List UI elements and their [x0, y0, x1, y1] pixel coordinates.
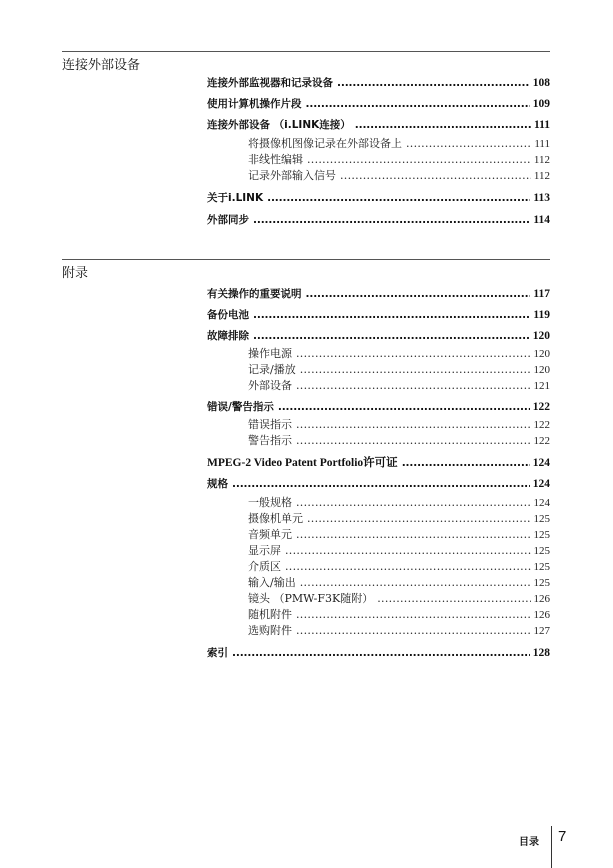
section-divider	[62, 259, 550, 260]
toc-entry-title: 音频单元	[248, 528, 292, 541]
toc-entry-page: 122	[533, 419, 550, 431]
toc-entry-title: MPEG-2 Video Patent Portfolio许可证	[207, 457, 398, 469]
toc-entry-title: 连接外部监视器和记录设备	[207, 77, 333, 89]
dot-leader	[253, 308, 530, 322]
dot-leader	[402, 456, 530, 470]
toc-subentry[interactable]	[248, 608, 550, 622]
dot-leader	[340, 169, 531, 183]
toc-entry-page: 109	[532, 98, 550, 110]
toc-entry-title: 摄像机单元	[248, 512, 303, 525]
dot-leader	[406, 137, 531, 151]
dot-leader	[355, 118, 531, 132]
toc-entry-title: 错误指示	[248, 418, 292, 431]
toc-subentry[interactable]	[248, 153, 550, 167]
dot-leader	[296, 434, 531, 448]
dot-leader	[337, 76, 530, 90]
toc-entry-page: 119	[533, 309, 550, 321]
dot-leader	[296, 624, 531, 638]
toc-subentry[interactable]	[248, 528, 550, 542]
dot-leader	[232, 646, 530, 660]
toc-entry-page: 122	[533, 435, 550, 447]
toc-entry-page: 121	[533, 380, 550, 392]
dot-leader	[296, 379, 531, 393]
toc-entry-page: 120	[532, 330, 550, 342]
dot-leader	[232, 477, 530, 491]
toc-entry-page: 124	[532, 457, 550, 469]
toc-entry-title: 使用计算机操作片段	[207, 98, 302, 110]
toc-entry-page: 125	[533, 577, 550, 589]
toc-entry-page: 111	[534, 119, 550, 131]
section-divider	[62, 51, 550, 52]
dot-leader	[278, 400, 530, 414]
toc-entry-page: 111	[534, 138, 550, 150]
toc-section-external-devices	[62, 51, 550, 226]
toc-entry[interactable]	[207, 213, 550, 227]
toc-entry-title: 记录/播放	[248, 363, 296, 376]
toc-entry-title: 介质区	[248, 560, 281, 573]
dot-leader	[253, 213, 530, 227]
toc-entry-page: 126	[533, 593, 550, 605]
toc-entry-page: 120	[533, 364, 550, 376]
toc-subentry[interactable]	[248, 347, 550, 361]
toc-entry-title: 输入/输出	[248, 576, 296, 589]
toc-subentry[interactable]	[248, 592, 550, 606]
toc-entry-title: 记录外部输入信号	[248, 169, 336, 182]
dot-leader	[285, 560, 531, 574]
footer-divider	[551, 826, 552, 868]
toc-entry-title: 关于i.LINK	[207, 192, 264, 204]
toc-entry-page: 113	[533, 192, 550, 204]
toc-subentry[interactable]	[248, 512, 550, 526]
dot-leader	[296, 347, 531, 361]
toc-entry-title: 外部同步	[207, 214, 249, 226]
toc-entry-title: 选购附件	[248, 624, 292, 637]
toc-entry-title: 规格	[207, 478, 228, 490]
dot-leader	[307, 512, 531, 526]
toc-entry-title: 备份电池	[207, 309, 249, 321]
toc-entry-page: 120	[533, 348, 550, 360]
toc-entry-page: 125	[533, 513, 550, 525]
toc-entry-title: 一般规格	[248, 496, 292, 509]
toc-entry[interactable]	[207, 308, 550, 322]
toc-entry[interactable]	[207, 76, 550, 90]
toc-entry-page: 125	[533, 545, 550, 557]
toc-entry-page: 128	[532, 647, 550, 659]
toc-entry[interactable]	[207, 287, 550, 301]
dot-leader	[296, 528, 531, 542]
toc-entry-page: 125	[533, 561, 550, 573]
section-title: 连接外部设备	[62, 58, 141, 73]
toc-entry-title: 外部设备	[248, 379, 292, 392]
dot-leader	[306, 287, 531, 301]
toc-entry-page: 117	[533, 288, 550, 300]
dot-leader	[296, 418, 531, 432]
toc-entry-page: 112	[533, 154, 550, 166]
toc-subentry[interactable]	[248, 169, 550, 183]
toc-entry-title: 警告指示	[248, 434, 292, 447]
toc-entry-page: 125	[533, 529, 550, 541]
dot-leader	[300, 576, 531, 590]
toc-entry-title: 将摄像机图像记录在外部设备上	[248, 137, 402, 150]
toc-entry-title: 随机附件	[248, 608, 292, 621]
toc-subentry[interactable]	[248, 137, 550, 151]
toc-subentry[interactable]	[248, 544, 550, 558]
toc-entry-title: 镜头 （PMW-F3K随附）	[248, 592, 374, 605]
toc-entry-page: 126	[533, 609, 550, 621]
toc-entry-page: 108	[532, 77, 550, 89]
dot-leader	[267, 191, 530, 205]
toc-entry[interactable]	[207, 97, 550, 111]
toc-entry-title: 错误/警告指示	[207, 401, 274, 413]
toc-subentry[interactable]	[248, 576, 550, 590]
page-number: 7	[558, 828, 567, 845]
dot-leader	[296, 496, 531, 510]
toc-entry-page: 127	[533, 625, 550, 637]
toc-entry[interactable]	[207, 118, 550, 132]
toc-subentry[interactable]	[248, 434, 550, 448]
toc-subentry[interactable]	[248, 624, 550, 638]
toc-entry-page: 124	[533, 497, 550, 509]
toc-entry-title: 索引	[207, 647, 228, 659]
toc-subentry[interactable]	[248, 379, 550, 393]
toc-entry-page: 112	[533, 170, 550, 182]
toc-entry[interactable]	[207, 646, 550, 660]
toc-entry-page: 124	[532, 478, 550, 490]
toc-entry[interactable]	[207, 191, 550, 205]
toc-subentry[interactable]	[248, 363, 550, 377]
toc-entry-page: 122	[532, 401, 550, 413]
toc-entry-title: 有关操作的重要说明	[207, 288, 302, 300]
section-title: 附录	[62, 266, 89, 281]
dot-leader	[300, 363, 531, 377]
dot-leader	[253, 329, 530, 343]
toc-subentry[interactable]	[248, 496, 550, 510]
toc-entry[interactable]	[207, 400, 550, 414]
toc-section-appendix	[62, 259, 550, 659]
dot-leader	[377, 592, 530, 606]
toc-subentry[interactable]	[248, 560, 550, 574]
toc-entry[interactable]	[207, 329, 550, 343]
dot-leader	[285, 544, 531, 558]
footer-label: 目录	[519, 837, 539, 848]
toc-entry-title: 显示屏	[248, 544, 281, 557]
dot-leader	[307, 153, 531, 167]
toc-entry-title: 非线性编辑	[248, 153, 303, 166]
toc-entry-title: 连接外部设备 （i.LINK连接）	[207, 119, 351, 131]
toc-subentry[interactable]	[248, 418, 550, 432]
dot-leader	[296, 608, 531, 622]
toc-entry[interactable]	[207, 477, 550, 491]
dot-leader	[306, 97, 530, 111]
toc-entry-title: 操作电源	[248, 347, 292, 360]
toc-entry-page: 114	[533, 214, 550, 226]
toc-entry-title: 故障排除	[207, 330, 249, 342]
toc-entry[interactable]	[207, 456, 550, 470]
